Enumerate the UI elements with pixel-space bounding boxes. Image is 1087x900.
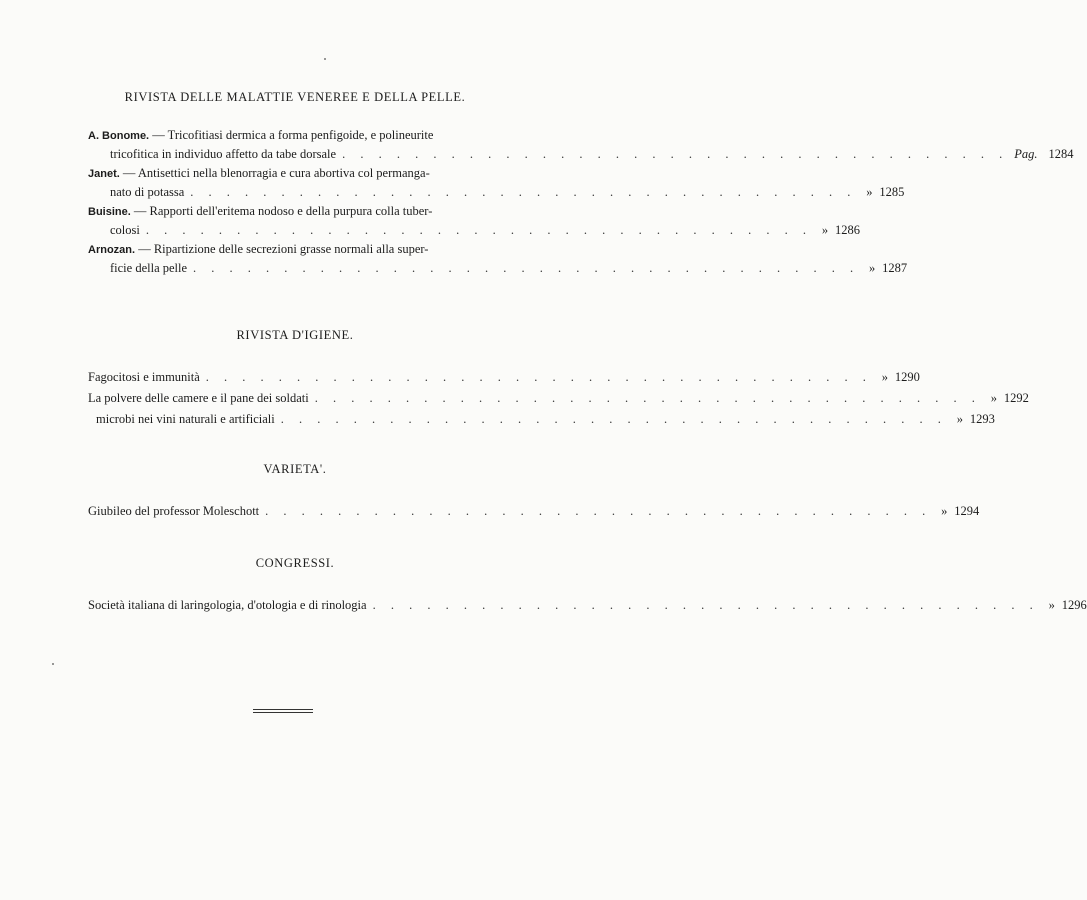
entry-author: Arnozan.	[88, 244, 136, 256]
leader-dots: . . . . . . . . . . . . . . . . . . . . . . . . . . . . . . . . . . . . .	[265, 504, 932, 518]
entry-title: microbi nei vini naturali e artificiali	[96, 412, 275, 426]
entry-title: La polvere delle camere e il pane dei soldati	[88, 391, 309, 405]
toc-entry-janet	[88, 164, 905, 202]
entry-line	[88, 596, 1087, 615]
entry-title-cont: tricofitica in individuo affetto da tabe dorsale	[110, 147, 337, 161]
leader-dots: . . . . . . . . . . . . . . . . . . . . . . . . . . . . . . . . . . . . .	[372, 598, 1039, 612]
section-title-igiene: RIVISTA D'IGIENE.	[236, 328, 354, 342]
entry-line-1	[88, 202, 508, 221]
entry-line-2	[88, 259, 908, 278]
leader-dots: . . . . . . . . . . . . . . . . . . . . . . . . . . . . . . . . . . . . .	[280, 412, 947, 426]
toc-entry-arnozan	[88, 240, 908, 278]
entry-title-cont: colosi	[110, 223, 140, 237]
toc-entry-giubileo	[88, 502, 980, 521]
entry-title: Società italiana di laringologia, d'otologia e di rinologia	[88, 598, 367, 612]
entry-line	[88, 368, 920, 387]
entry-title: Giubileo del professor Moleschott	[88, 504, 260, 518]
entry-author: Janet.	[88, 168, 120, 180]
entry-title: — Tricofitiasi dermica a forma penfigoide, e polineurite	[152, 128, 434, 142]
scan-speck	[324, 58, 326, 60]
entry-author: A. Bonome.	[88, 130, 150, 142]
entry-line	[88, 389, 1029, 408]
entry-title: — Rapporti dell'eritema nodoso e della purpura colla tuber-	[133, 204, 433, 218]
entry-title-cont: nato di potassa	[110, 185, 185, 199]
leader-dots: . . . . . . . . . . . . . . . . . . . . . . . . . . . . . . . . . . . . .	[145, 223, 812, 237]
page-number: 1287	[882, 261, 908, 275]
leader-dots: . . . . . . . . . . . . . . . . . . . . . . . . . . . . . . . . . . . . .	[342, 147, 1009, 161]
page-label: Pag.	[1014, 147, 1038, 161]
leader-dots: . . . . . . . . . . . . . . . . . . . . . . . . . . . . . . . . . . . . .	[205, 370, 872, 384]
entry-line	[88, 502, 980, 521]
section-title-congressi: CONGRESSI.	[255, 556, 335, 570]
toc-entry-societa	[88, 596, 1087, 615]
page-number: 1292	[1003, 391, 1029, 405]
leader-dots: . . . . . . . . . . . . . . . . . . . . . . . . . . . . . . . . . . . . .	[314, 391, 981, 405]
ditto-mark: »	[990, 391, 997, 405]
ditto-mark: »	[1048, 598, 1055, 612]
ditto-mark: »	[941, 504, 948, 518]
page-number: 1293	[969, 412, 995, 426]
entry-line-1	[88, 164, 508, 183]
page-number: 1290	[894, 370, 920, 384]
leader-dots: . . . . . . . . . . . . . . . . . . . . . . . . . . . . . . . . . . . . .	[190, 185, 857, 199]
entry-line-1	[88, 126, 508, 145]
page-number: 1296	[1061, 598, 1087, 612]
entry-line-2	[88, 145, 1074, 164]
ditto-mark: »	[821, 223, 829, 237]
entry-line-1	[88, 240, 508, 259]
entry-title: — Antisettici nella blenorragia e cura abortiva col permanga-	[122, 166, 430, 180]
entry-line-2	[88, 183, 905, 202]
entry-title: — Ripartizione delle secrezioni grasse normali alla super-	[138, 242, 429, 256]
decorative-rule-top	[253, 709, 313, 710]
page-number: 1294	[954, 504, 980, 518]
entry-line	[88, 410, 995, 429]
toc-entry-microbi	[88, 410, 995, 429]
page-number: 1285	[879, 185, 905, 199]
entry-author: Buisine.	[88, 206, 131, 218]
decorative-rule-bottom	[253, 712, 313, 713]
toc-entry-fagocitosi	[88, 368, 920, 387]
toc-entry-bonome	[88, 126, 1074, 164]
ditto-mark: »	[869, 261, 876, 275]
section-title-varieta: VARIETA'.	[263, 462, 327, 476]
ditto-mark: »	[881, 370, 889, 384]
page-number: 1284	[1048, 147, 1074, 161]
entry-title-cont: ficie della pelle	[110, 261, 188, 275]
toc-entry-buisine	[88, 202, 860, 240]
page-number: 1286	[834, 223, 860, 237]
entry-line-2	[88, 221, 860, 240]
leader-dots: . . . . . . . . . . . . . . . . . . . . . . . . . . . . . . . . . . . . .	[193, 261, 860, 275]
toc-entry-polvere	[88, 389, 1029, 408]
entry-title: Fagocitosi e immunità	[88, 370, 200, 384]
section-title-malattie: RIVISTA DELLE MALATTIE VENEREE E DELLA PELLE.	[124, 90, 466, 104]
ditto-mark: »	[956, 412, 964, 426]
scan-speck	[52, 663, 54, 665]
ditto-mark: »	[866, 185, 873, 199]
